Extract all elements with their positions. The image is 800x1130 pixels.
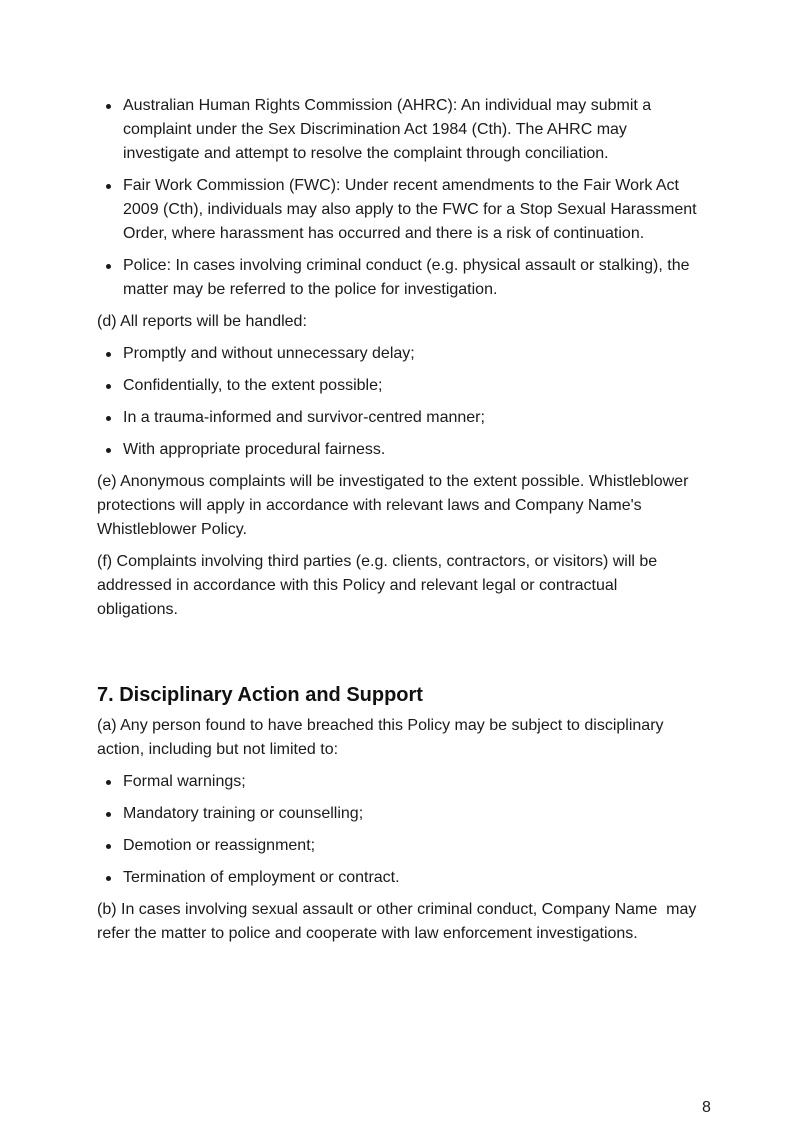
- list-item: [97, 94, 697, 166]
- bullet-text: Termination of employment or contract.: [123, 869, 400, 886]
- bullet-icon: [106, 416, 111, 421]
- bullet-icon: [106, 448, 111, 453]
- list-item: [97, 770, 697, 794]
- section-heading: 7. Disciplinary Action and Support: [97, 684, 423, 706]
- list-item: [97, 174, 697, 246]
- clause-b: (b) In cases involving sexual assault or other criminal conduct, Company Name may refer the matter to police and cooperate with law enforcement investigations.: [97, 901, 701, 942]
- bullet-icon: [106, 104, 111, 109]
- document-page: [97, 94, 701, 954]
- bullet-text: Promptly and without unnecessary delay;: [123, 345, 415, 362]
- bullet-text: With appropriate procedural fairness.: [123, 441, 386, 458]
- bullet-icon: [106, 384, 111, 389]
- bullet-text: Mandatory training or counselling;: [123, 805, 364, 822]
- clause-e: (e) Anonymous complaints will be investigated to the extent possible. Whistleblower protections will apply in accordance with relevant laws and Company Name's Whistleblower Policy.: [97, 473, 689, 538]
- handling-list: [97, 342, 697, 462]
- list-item: [97, 866, 697, 890]
- list-item: [97, 254, 697, 302]
- clause-a: (a) Any person found to have breached this Policy may be subject to disciplinary action, including but not limited to:: [97, 717, 664, 758]
- bullet-icon: [106, 844, 111, 849]
- bullet-text: Formal warnings;: [123, 773, 246, 790]
- bullet-icon: [106, 264, 111, 269]
- bullet-text-fwc: Fair Work Commission (FWC): Under recent amendments to the Fair Work Act 2009 (Cth), individuals may also apply to the FWC for a Stop Sexual Harassment Order, where harassment has occurred and there is a risk of continuation.: [123, 177, 697, 242]
- clause-d: (d) All reports will be handled:: [97, 313, 307, 330]
- page-number: 8: [702, 1099, 711, 1116]
- list-item: [97, 406, 697, 430]
- bullet-icon: [106, 352, 111, 357]
- bullet-icon: [106, 876, 111, 881]
- bullet-text: Demotion or reassignment;: [123, 837, 316, 854]
- complaint-bodies-list: [97, 94, 697, 302]
- bullet-icon: [106, 184, 111, 189]
- list-item: [97, 342, 697, 366]
- disciplinary-actions-list: [97, 770, 697, 890]
- bullet-text: In a trauma-informed and survivor-centred manner;: [123, 409, 485, 426]
- bullet-text-ahrc: Australian Human Rights Commission (AHRC): An individual may submit a complaint under the Sex Discrimination Act 1984 (Cth). The AHRC may investigate and attempt to resolve the complaint through conciliation.: [123, 97, 652, 162]
- bullet-text-police: Police: In cases involving criminal conduct (e.g. physical assault or stalking), the matter may be referred to the police for investigation.: [123, 257, 690, 298]
- bullet-icon: [106, 812, 111, 817]
- list-item: [97, 438, 697, 462]
- bullet-text: Confidentially, to the extent possible;: [123, 377, 383, 394]
- list-item: [97, 374, 697, 398]
- list-item: [97, 802, 697, 826]
- bullet-icon: [106, 780, 111, 785]
- clause-f: (f) Complaints involving third parties (e.g. clients, contractors, or visitors) will be addressed in accordance with this Policy and relevant legal or contractual obligations.: [97, 553, 658, 618]
- list-item: [97, 834, 697, 858]
